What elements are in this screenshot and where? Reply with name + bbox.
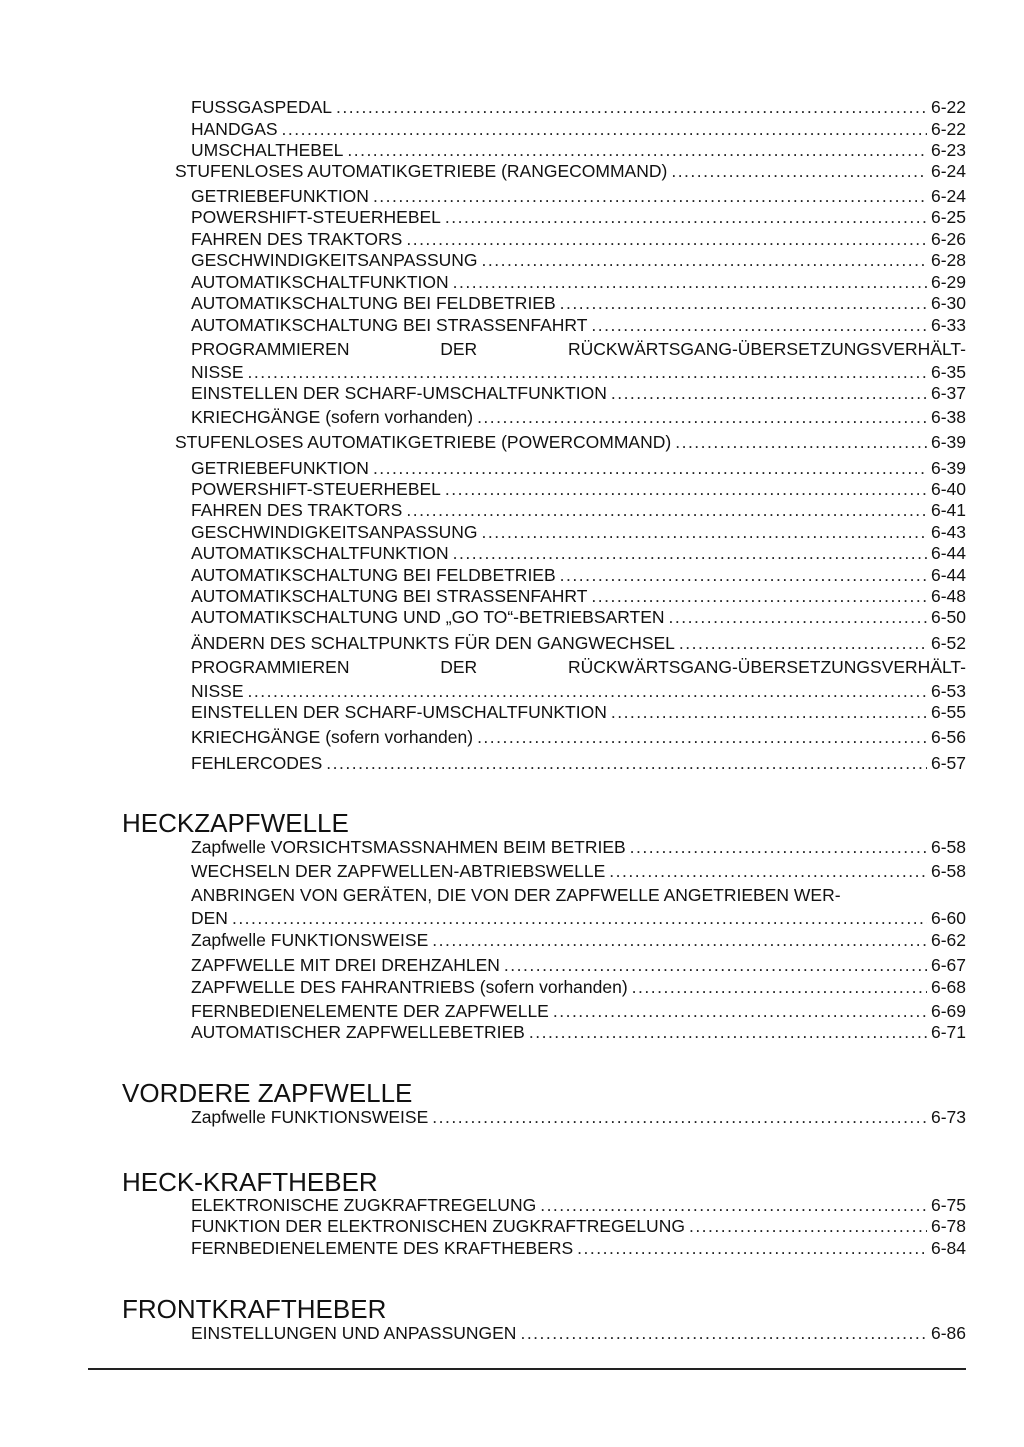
dot-leader (611, 383, 927, 403)
toc-entry[interactable] (191, 293, 966, 313)
toc-entry-page: 6-22 (930, 97, 966, 117)
toc-entry-page: 6-37 (930, 383, 966, 403)
toc-entry[interactable] (191, 977, 966, 997)
toc-entry-page: 6-24 (930, 186, 966, 206)
dot-leader (453, 543, 927, 563)
toc-entry[interactable] (191, 586, 966, 606)
toc-entry-page: 6-53 (930, 681, 966, 701)
toc-entry-wrapped-line[interactable] (191, 885, 966, 905)
toc-subsection-entry[interactable] (175, 161, 966, 181)
dot-leader (504, 955, 927, 975)
toc-entry-word: RÜCKWÄRTSGANG-ÜBERSETZUNGSVERHÄLT- (567, 657, 966, 677)
toc-entry-title: AUTOMATISCHER ZAPFWELLEBETRIEB (191, 1022, 525, 1042)
toc-entry-page: 6-48 (930, 586, 966, 606)
dot-leader (477, 407, 927, 427)
dot-leader (482, 522, 927, 542)
dot-leader (591, 586, 927, 606)
toc-entry-page: 6-23 (930, 140, 966, 160)
toc-entry-page: 6-60 (930, 908, 966, 928)
toc-entry-page: 6-41 (930, 500, 966, 520)
toc-entry[interactable] (191, 362, 966, 382)
toc-entry[interactable] (191, 633, 966, 653)
toc-entry-page: 6-43 (930, 522, 966, 542)
dot-leader (520, 1323, 927, 1343)
toc-entry-page: 6-44 (930, 565, 966, 585)
section-heading-vordere-zapfwelle: VORDERE ZAPFWELLE (122, 1078, 413, 1108)
toc-entry-title: GESCHWINDIGKEITSANPASSUNG (191, 522, 478, 542)
dot-leader (232, 908, 927, 928)
toc-entry[interactable] (191, 207, 966, 227)
toc-entry-page: 6-30 (930, 293, 966, 313)
dot-leader (630, 837, 927, 857)
toc-entry-title: STUFENLOSES AUTOMATIKGETRIEBE (POWERCOMMAND) (175, 432, 672, 452)
toc-entry[interactable] (191, 930, 966, 950)
toc-entry-title: NISSE (191, 681, 244, 701)
dot-leader (671, 161, 927, 181)
toc-entry-page: 6-71 (930, 1022, 966, 1042)
toc-entry[interactable] (191, 522, 966, 542)
toc-entry[interactable] (191, 681, 966, 701)
toc-entry-title: FUNKTION DER ELEKTRONISCHEN ZUGKRAFTREGELUNG (191, 1216, 685, 1236)
toc-entry-title: AUTOMATIKSCHALTUNG BEI FELDBETRIEB (191, 565, 556, 585)
toc-entry[interactable] (191, 727, 966, 747)
footer-divider (88, 1368, 966, 1370)
toc-entry-page: 6-58 (930, 861, 966, 881)
toc-entry-title: WECHSELN DER ZAPFWELLEN-ABTRIEBSWELLE (191, 861, 606, 881)
toc-entry[interactable] (191, 861, 966, 881)
dot-leader (482, 250, 927, 270)
toc-entry[interactable] (191, 955, 966, 975)
toc-entry-title: Zapfwelle FUNKTIONSWEISE (191, 930, 429, 950)
toc-entry[interactable] (191, 229, 966, 249)
toc-entry-page: 6-44 (930, 543, 966, 563)
toc-entry-page: 6-28 (930, 250, 966, 270)
toc-entry-title: POWERSHIFT-STEUERHEBEL (191, 207, 441, 227)
dot-leader (529, 1022, 927, 1042)
toc-entry-title: EINSTELLUNGEN UND ANPASSUNGEN (191, 1323, 517, 1343)
dot-leader (669, 607, 927, 627)
toc-entry-page: 6-68 (930, 977, 966, 997)
toc-entry-page: 6-67 (930, 955, 966, 975)
toc-entry[interactable] (191, 97, 966, 117)
dot-leader (373, 458, 927, 478)
dot-leader (560, 565, 927, 585)
dot-leader (553, 1001, 927, 1021)
toc-entry-title: GETRIEBEFUNKTION (191, 458, 369, 478)
toc-entry-title: UMSCHALTHEBEL (191, 140, 344, 160)
toc-entry[interactable] (191, 1107, 966, 1127)
toc-entry[interactable] (191, 186, 966, 206)
toc-entry-word: DER (440, 657, 478, 677)
toc-entry[interactable] (191, 837, 966, 857)
toc-entry-page: 6-69 (930, 1001, 966, 1021)
toc-entry[interactable] (191, 1195, 966, 1215)
toc-entry-page: 6-73 (930, 1107, 966, 1127)
toc-entry-title: STUFENLOSES AUTOMATIKGETRIEBE (RANGECOMMAND) (175, 161, 668, 181)
dot-leader (689, 1216, 927, 1236)
toc-entry-title: Zapfwelle VORSICHTSMASSNAHMEN BEIM BETRIEB (191, 837, 626, 857)
toc-entry-title: POWERSHIFT-STEUERHEBEL (191, 479, 441, 499)
dot-leader (347, 140, 927, 160)
toc-entry-title: AUTOMATIKSCHALTUNG BEI FELDBETRIEB (191, 293, 556, 313)
toc-entry-page: 6-86 (930, 1323, 966, 1343)
toc-entry-page: 6-52 (930, 633, 966, 653)
toc-entry-page: 6-39 (930, 432, 966, 452)
toc-entry-page: 6-26 (930, 229, 966, 249)
dot-leader (432, 930, 927, 950)
toc-entry-title: FEHLERCODES (191, 753, 323, 773)
toc-entry[interactable] (191, 458, 966, 478)
toc-entry[interactable] (191, 407, 966, 427)
toc-entry-title: KRIECHGÄNGE (sofern vorhanden) (191, 727, 474, 747)
dot-leader (453, 272, 927, 292)
toc-entry-word: PROGRAMMIEREN (191, 657, 350, 677)
section-heading-frontkraftheber: FRONTKRAFTHEBER (122, 1294, 387, 1324)
toc-entry-title: ZAPFWELLE MIT DREI DREHZAHLEN (191, 955, 500, 975)
dot-leader (632, 977, 927, 997)
dot-leader (248, 681, 927, 701)
toc-entry-title: FAHREN DES TRAKTORS (191, 500, 403, 520)
toc-entry-title: FERNBEDIENELEMENTE DES KRAFTHEBERS (191, 1238, 574, 1258)
dot-leader (675, 432, 927, 452)
dot-leader (591, 315, 927, 335)
toc-entry-title: EINSTELLEN DER SCHARF-UMSCHALTFUNKTION (191, 702, 607, 722)
toc-entry-page: 6-25 (930, 207, 966, 227)
toc-entry-title: EINSTELLEN DER SCHARF-UMSCHALTFUNKTION (191, 383, 607, 403)
dot-leader (445, 479, 927, 499)
toc-entry[interactable] (191, 753, 966, 773)
toc-entry-page: 6-38 (930, 407, 966, 427)
toc-entry-title: FAHREN DES TRAKTORS (191, 229, 403, 249)
toc-entry[interactable] (191, 1238, 966, 1258)
toc-entry[interactable] (191, 315, 966, 335)
toc-entry[interactable] (191, 500, 966, 520)
toc-entry-page: 6-84 (930, 1238, 966, 1258)
toc-entry-title: HANDGAS (191, 119, 278, 139)
toc-entry[interactable] (191, 479, 966, 499)
dot-leader (336, 97, 927, 117)
toc-entry-title: GETRIEBEFUNKTION (191, 186, 369, 206)
toc-entry-title: FUSSGASPEDAL (191, 97, 333, 117)
toc-entry-word: DER (440, 339, 478, 359)
toc-entry[interactable] (191, 383, 966, 403)
toc-entry-wrapped-line[interactable] (191, 339, 966, 359)
toc-entry-page: 6-24 (930, 161, 966, 181)
dot-leader (445, 207, 927, 227)
toc-entry-page: 6-56 (930, 727, 966, 747)
toc-entry-page: 6-78 (930, 1216, 966, 1236)
toc-entry-page: 6-62 (930, 930, 966, 950)
toc-entry[interactable] (191, 565, 966, 585)
toc-entry[interactable] (191, 1022, 966, 1042)
toc-entry-page: 6-40 (930, 479, 966, 499)
toc-entry-title: FERNBEDIENELEMENTE DER ZAPFWELLE (191, 1001, 549, 1021)
toc-entry-page: 6-29 (930, 272, 966, 292)
dot-leader (406, 500, 927, 520)
toc-entry-title: DEN (191, 908, 228, 928)
toc-entry-title: Zapfwelle FUNKTIONSWEISE (191, 1107, 429, 1127)
toc-entry[interactable] (191, 1323, 966, 1343)
dot-leader (611, 702, 927, 722)
toc-entry-page: 6-58 (930, 837, 966, 857)
toc-subsection-entry[interactable] (175, 432, 966, 452)
toc-entry-title: AUTOMATIKSCHALTUNG UND „GO TO“-BETRIEBSARTEN (191, 607, 665, 627)
dot-leader (248, 362, 927, 382)
toc-entry[interactable] (191, 250, 966, 270)
dot-leader (406, 229, 927, 249)
toc-entry[interactable] (191, 272, 966, 292)
toc-entry-page: 6-75 (930, 1195, 966, 1215)
dot-leader (432, 1107, 927, 1127)
toc-entry-page: 6-39 (930, 458, 966, 478)
toc-entry-word: PROGRAMMIEREN (191, 339, 350, 359)
toc-entry-title: AUTOMATIKSCHALTUNG BEI STRASSENFAHRT (191, 315, 588, 335)
toc-entry[interactable] (191, 119, 966, 139)
toc-entry[interactable] (191, 607, 966, 627)
toc-entry-title: ANBRINGEN VON GERÄTEN, DIE VON DER ZAPFWELLE ANGETRIEBEN WER- (191, 885, 841, 905)
dot-leader (373, 186, 927, 206)
dot-leader (560, 293, 927, 313)
dot-leader (577, 1238, 927, 1258)
toc-entry-title: ÄNDERN DES SCHALTPUNKTS FÜR DEN GANGWECHSEL (191, 633, 675, 653)
toc-entry[interactable] (191, 140, 966, 160)
toc-entry-title: NISSE (191, 362, 244, 382)
toc-entry-title: GESCHWINDIGKEITSANPASSUNG (191, 250, 478, 270)
dot-leader (679, 633, 927, 653)
dot-leader (477, 727, 927, 747)
toc-entry-word: RÜCKWÄRTSGANG-ÜBERSETZUNGSVERHÄLT- (567, 339, 966, 359)
dot-leader (540, 1195, 927, 1215)
toc-entry[interactable] (191, 1001, 966, 1021)
toc-entry-title: AUTOMATIKSCHALTUNG BEI STRASSENFAHRT (191, 586, 588, 606)
toc-entry-title: ZAPFWELLE DES FAHRANTRIEBS (sofern vorhanden) (191, 977, 628, 997)
toc-entry-wrapped-line[interactable] (191, 657, 966, 677)
dot-leader (282, 119, 927, 139)
toc-entry[interactable] (191, 702, 966, 722)
toc-entry[interactable] (191, 1216, 966, 1236)
toc-entry[interactable] (191, 543, 966, 563)
toc-entry-page: 6-50 (930, 607, 966, 627)
toc-entry-page: 6-35 (930, 362, 966, 382)
section-heading-heck-kraftheber: HECK-KRAFTHEBER (122, 1167, 378, 1197)
toc-entry[interactable] (191, 908, 966, 928)
toc-entry-title: AUTOMATIKSCHALTFUNKTION (191, 543, 449, 563)
toc-entry-page: 6-33 (930, 315, 966, 335)
toc-entry-title: KRIECHGÄNGE (sofern vorhanden) (191, 407, 474, 427)
toc-entry-page: 6-57 (930, 753, 966, 773)
toc-entry-page: 6-22 (930, 119, 966, 139)
dot-leader (326, 753, 927, 773)
toc-entry-page: 6-55 (930, 702, 966, 722)
dot-leader (609, 861, 927, 881)
section-heading-heckzapfwelle: HECKZAPFWELLE (122, 808, 349, 838)
toc-entry-title: ELEKTRONISCHE ZUGKRAFTREGELUNG (191, 1195, 537, 1215)
toc-entry-title: AUTOMATIKSCHALTFUNKTION (191, 272, 449, 292)
